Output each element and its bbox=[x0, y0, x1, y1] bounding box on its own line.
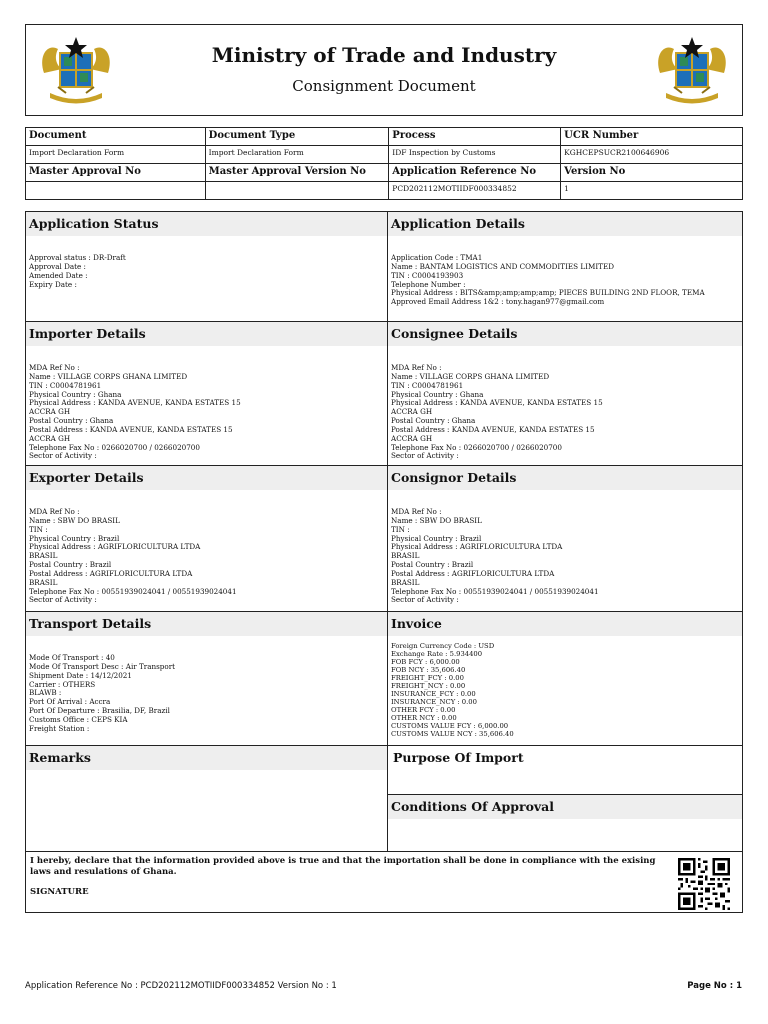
detail-line: Postal Country : Ghana bbox=[29, 417, 114, 426]
detail-line: Shipment Date : 14/12/2021 bbox=[29, 671, 132, 680]
detail-line: TIN : C0004781961 bbox=[391, 381, 464, 390]
section-body bbox=[391, 364, 739, 461]
detail-line: OTHER NCY : 0.00 bbox=[391, 714, 457, 722]
document-meta-table bbox=[25, 127, 743, 200]
detail-line: MDA Ref No : bbox=[391, 364, 442, 372]
consignee-details-section bbox=[387, 321, 743, 466]
detail-line: Name : VILLAGE CORPS GHANA LIMITED bbox=[391, 372, 550, 381]
detail-line: Physical Address : AGRIFLORICULTURA LTDA bbox=[391, 543, 563, 552]
section-body bbox=[29, 364, 384, 461]
detail-line: FREIGHT_FCY : 0.00 bbox=[391, 674, 464, 682]
detail-line: BRASIL bbox=[29, 552, 58, 561]
detail-line: Telephone Fax No : 0266020700 / 0266020700 bbox=[29, 443, 200, 452]
detail-line: ACCRA GH bbox=[391, 408, 433, 417]
section-title: Purpose Of Import bbox=[388, 746, 742, 770]
detail-line: Amended Date : bbox=[29, 271, 88, 280]
detail-line: FREIGHT_NCY : 0.00 bbox=[391, 682, 466, 690]
detail-line: Postal Address : KANDA AVENUE, KANDA ESTATES 15 bbox=[29, 425, 233, 434]
detail-line: ACCRA GH bbox=[391, 434, 433, 443]
detail-line: Telephone Number : bbox=[391, 280, 466, 289]
detail-line: Physical Country : Brazil bbox=[29, 534, 120, 543]
section-title: Importer Details bbox=[26, 322, 387, 346]
process-label: Process bbox=[389, 128, 561, 146]
detail-line: BLAWB : bbox=[29, 689, 62, 698]
document-value: Import Declaration Form bbox=[26, 146, 206, 164]
application-status-section bbox=[25, 211, 388, 322]
detail-line: Physical Address : KANDA AVENUE, KANDA ESTATES 15 bbox=[29, 399, 241, 408]
ucr-number-value: KGHCEPSUCR2100646906 bbox=[561, 146, 743, 164]
master-approval-value bbox=[26, 182, 206, 200]
version-value: 1 bbox=[561, 182, 743, 200]
section-title: Consignor Details bbox=[388, 466, 742, 490]
detail-line: BRASIL bbox=[29, 578, 58, 587]
detail-line: Name : VILLAGE CORPS GHANA LIMITED bbox=[29, 372, 188, 381]
coat-of-arms-icon bbox=[652, 35, 732, 107]
document-header bbox=[25, 24, 743, 116]
transport-details-section bbox=[25, 611, 388, 746]
signature-label: SIGNATURE bbox=[30, 887, 89, 897]
document-type-value: Import Declaration Form bbox=[205, 146, 389, 164]
detail-line: BRASIL bbox=[391, 552, 420, 561]
master-approval-label: Master Approval No bbox=[26, 164, 206, 182]
detail-line: Postal Country : Brazil bbox=[29, 561, 112, 570]
section-body bbox=[391, 642, 739, 738]
declaration-section bbox=[25, 851, 743, 913]
detail-line: Approved Email Address 1&2 : tony.hagan977@gmail.com bbox=[391, 298, 605, 307]
detail-line: Mode Of Transport Desc : Air Transport bbox=[29, 662, 176, 671]
detail-line: TIN : C0004781961 bbox=[29, 381, 102, 390]
section-body bbox=[391, 508, 739, 605]
section-body bbox=[391, 254, 739, 307]
page-subtitle: Consignment Document bbox=[292, 77, 476, 95]
detail-line: Telephone Fax No : 0266020700 / 0266020700 bbox=[391, 443, 562, 452]
detail-line: Mode Of Transport : 40 bbox=[29, 654, 115, 662]
detail-line: OTHER FCY : 0.00 bbox=[391, 706, 456, 714]
section-title: Application Details bbox=[388, 212, 742, 236]
detail-line: TIN : bbox=[29, 525, 48, 534]
footer-reference: Application Reference No : PCD202112MOTIIDF000334852 Version No : 1 bbox=[25, 981, 337, 991]
section-title: Consignee Details bbox=[388, 322, 742, 346]
detail-line: Foreign Currency Code : USD bbox=[391, 642, 495, 650]
consignor-details-section bbox=[387, 465, 743, 612]
detail-line: ACCRA GH bbox=[29, 408, 71, 417]
detail-line: CUSTOMS VALUE NCY : 35,606.40 bbox=[391, 730, 514, 738]
detail-line: Carrier : OTHERS bbox=[29, 680, 96, 689]
section-title: Exporter Details bbox=[26, 466, 387, 490]
detail-line: Telephone Fax No : 00551939024041 / 00551939024041 bbox=[29, 587, 237, 596]
detail-line: ACCRA GH bbox=[29, 434, 71, 443]
detail-line: MDA Ref No : bbox=[391, 508, 442, 516]
page-title: Ministry of Trade and Industry bbox=[211, 43, 557, 67]
section-title: Invoice bbox=[388, 612, 742, 636]
detail-line: FOB FCY : 6,000.00 bbox=[391, 658, 460, 666]
document-type-label: Document Type bbox=[205, 128, 389, 146]
detail-line: Postal Country : Ghana bbox=[391, 417, 476, 426]
detail-line: Telephone Fax No : 00551939024041 / 00551939024041 bbox=[391, 587, 599, 596]
detail-line: Sector of Activity : bbox=[391, 452, 459, 461]
detail-line: Sector of Activity : bbox=[29, 452, 97, 461]
detail-line: INSURANCE_NCY : 0.00 bbox=[391, 698, 477, 706]
detail-line: Approval Date : bbox=[29, 262, 86, 271]
detail-line: Postal Address : KANDA AVENUE, KANDA ESTATES 15 bbox=[391, 425, 595, 434]
detail-line: Sector of Activity : bbox=[391, 596, 459, 605]
detail-line: MDA Ref No : bbox=[29, 364, 80, 372]
detail-line: MDA Ref No : bbox=[29, 508, 80, 516]
detail-line: Physical Country : Ghana bbox=[391, 390, 484, 399]
conditions-of-approval-section bbox=[387, 794, 743, 852]
detail-line: BRASIL bbox=[391, 578, 420, 587]
detail-line: INSURANCE_FCY : 0.00 bbox=[391, 690, 476, 698]
detail-line: Physical Country : Ghana bbox=[29, 390, 122, 399]
section-body bbox=[29, 254, 384, 289]
detail-line: FOB NCY : 35,606.40 bbox=[391, 666, 466, 674]
master-approval-version-label: Master Approval Version No bbox=[205, 164, 389, 182]
detail-line: TIN : bbox=[391, 525, 410, 534]
exporter-details-section bbox=[25, 465, 388, 612]
detail-line: Exchange Rate : 5.934400 bbox=[391, 650, 483, 658]
detail-line: Application Code : TMA1 bbox=[391, 254, 483, 262]
master-approval-version-value bbox=[205, 182, 389, 200]
section-body bbox=[29, 508, 384, 605]
purpose-of-import-section bbox=[387, 745, 743, 795]
detail-line: Port Of Departure : Brasilia, DF, Brazil bbox=[29, 707, 170, 716]
importer-details-section bbox=[25, 321, 388, 466]
section-body bbox=[29, 654, 384, 734]
detail-line: Postal Address : AGRIFLORICULTURA LTDA bbox=[391, 569, 555, 578]
detail-line: Physical Address : AGRIFLORICULTURA LTDA bbox=[29, 543, 201, 552]
detail-line: TIN : C0004193903 bbox=[391, 271, 464, 280]
detail-line: Name : SBW DO BRASIL bbox=[29, 516, 120, 525]
ucr-number-label: UCR Number bbox=[561, 128, 743, 146]
application-reference-value: PCD202112MOTIIDF000334852 bbox=[389, 182, 561, 200]
section-title: Transport Details bbox=[26, 612, 387, 636]
section-title: Conditions Of Approval bbox=[388, 795, 742, 819]
detail-line: Postal Country : Brazil bbox=[391, 561, 474, 570]
detail-line: Postal Address : AGRIFLORICULTURA LTDA bbox=[29, 569, 193, 578]
detail-line: Name : BANTAM LOGISTICS AND COMMODITIES LIMITED bbox=[391, 262, 614, 271]
page-number: Page No : 1 bbox=[687, 981, 742, 991]
detail-line: Sector of Activity : bbox=[29, 596, 97, 605]
version-label: Version No bbox=[561, 164, 743, 182]
detail-line: Approval status : DR-Draft bbox=[29, 254, 126, 262]
application-details-section bbox=[387, 211, 743, 322]
detail-line: Port Of Arrival : Accra bbox=[29, 698, 111, 707]
detail-line: Name : SBW DO BRASIL bbox=[391, 516, 482, 525]
remarks-section bbox=[25, 745, 388, 852]
qr-code-icon bbox=[678, 858, 730, 910]
section-title: Remarks bbox=[26, 746, 387, 770]
detail-line: Physical Address : KANDA AVENUE, KANDA ESTATES 15 bbox=[391, 399, 603, 408]
document-label: Document bbox=[26, 128, 206, 146]
invoice-section bbox=[387, 611, 743, 746]
process-value: IDF Inspection by Customs bbox=[389, 146, 561, 164]
detail-line: Physical Country : Brazil bbox=[391, 534, 482, 543]
detail-line: CUSTOMS VALUE FCY : 6,000.00 bbox=[391, 722, 509, 730]
detail-line: Freight Station : bbox=[29, 724, 90, 733]
application-reference-label: Application Reference No bbox=[389, 164, 561, 182]
section-title: Application Status bbox=[26, 212, 387, 236]
detail-line: Expiry Date : bbox=[29, 280, 77, 289]
detail-line: Customs Office : CEPS KIA bbox=[29, 715, 128, 724]
detail-line: Physical Address : BITS&amp;amp;amp;amp; PIECES BUILDING 2ND FLOOR, TEMA bbox=[391, 289, 705, 298]
declaration-text: I hereby, declare that the information provided above is true and that the importation shall be done in compliance with the exising laws and resulations of Ghana. bbox=[30, 856, 656, 877]
